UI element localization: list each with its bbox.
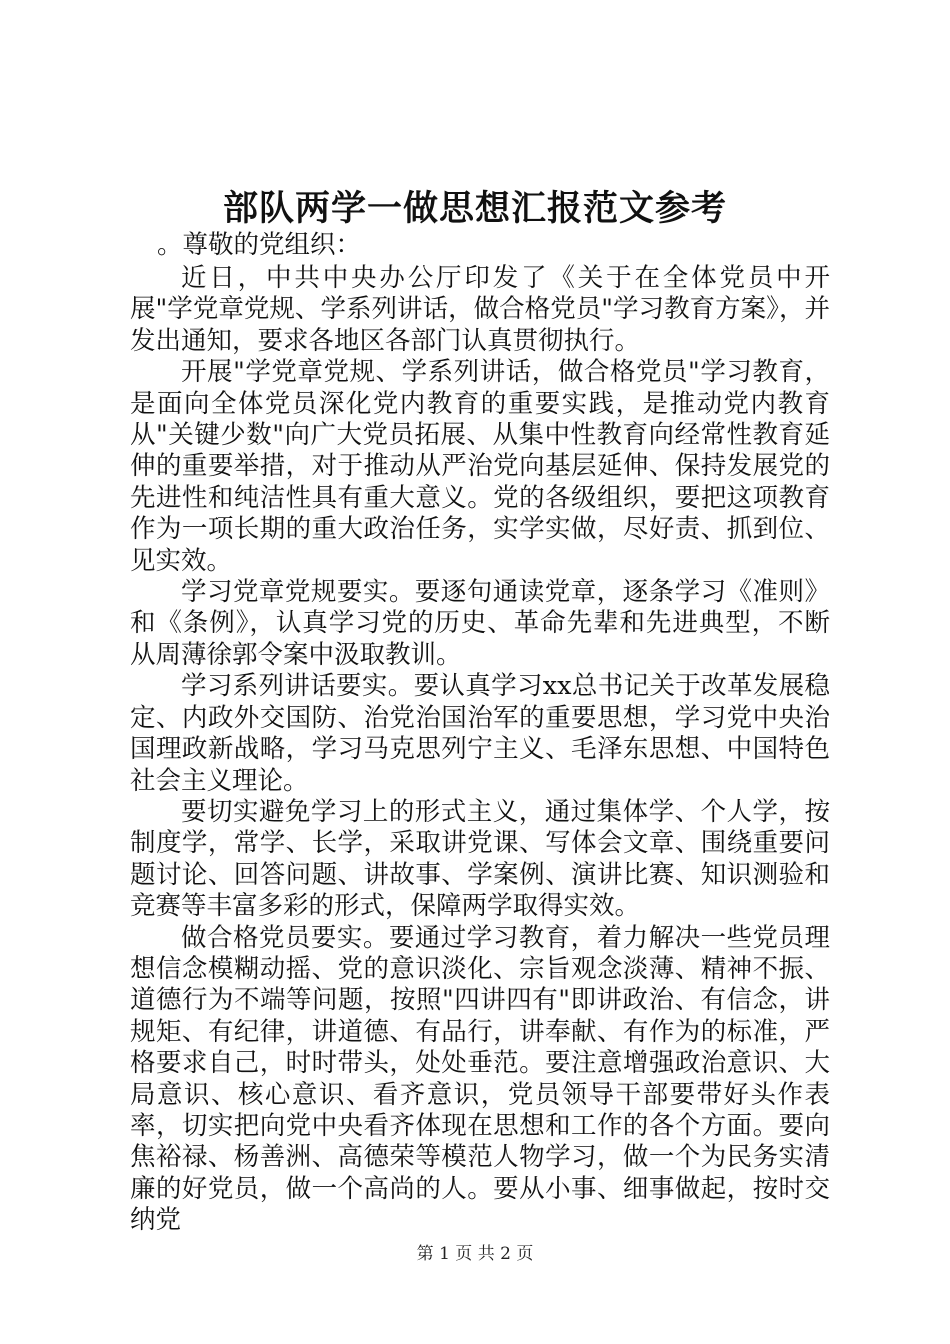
paragraph: 要切实避免学习上的形式主义，通过集体学、个人学，按制度学，常学、长学，采取讲党课、写体会文章、围绕重要问题讨论、回答问题、讲故事、学案例、演讲比赛、知识测验和竞赛等丰富多彩的形式，保障两学取得实效。 [130, 796, 830, 922]
paragraph: 学习系列讲话要实。要认真学习xx总书记关于改革发展稳定、内政外交国防、治党治国治军的重要思想，学习党中央治国理政新战略，学习马克思列宁主义、毛泽东思想、中国特色社会主义理论。 [130, 671, 830, 796]
paragraph: 开展"学党章党规、学系列讲话，做合格党员"学习教育，是面向全体党员深化党内教育的重要实践，是推动党内教育从"关键少数"向广大党员拓展、从集中性教育向经常性教育延伸的重要举措，对于推动从严治党向基层延伸、保持发展党的先进性和纯洁性具有重大意义。党的各级组织，要把这项教育作为一项长期的重大政治任务，实学实做，尽好责、抓到位、见实效。 [130, 357, 830, 576]
paragraph: 做合格党员要实。要通过学习教育，着力解决一些党员理想信念模糊动摇、党的意识淡化、宗旨观念淡薄、精神不振、道德行为不端等问题，按照"四讲四有"即讲政治、有信念，讲规矩、有纪律，讲道德、有品行，讲奉献、有作为的标准，严格要求自己，时时带头，处处垂范。要注意增强政治意识、大局意识、核心意识、看齐意识，党员领导干部要带好头作表率，切实把向党中央看齐体现在思想和工作的各个方面。要向焦裕禄、杨善洲、高德荣等模范人物学习，做一个为民务实清廉的好党员，做一个高尚的人。要从小事、细事做起，按时交纳党 [130, 922, 830, 1236]
document-body [130, 263, 830, 1237]
paragraph: 学习党章党规要实。要逐句通读党章，逐条学习《准则》和《条例》，认真学习党的历史、革命先辈和先进典型，不断从周薄徐郭令案中汲取教训。 [130, 577, 830, 670]
document-title: 部队两学一做思想汇报范文参考 [222, 188, 727, 229]
paragraph: 近日，中共中央办公厅印发了《关于在全体党员中开展"学党章党规、学系列讲话，做合格党员"学习教育方案》，并发出通知，要求各地区各部门认真贯彻执行。 [130, 263, 830, 356]
page-number-footer: 第 1 页 共 2 页 [416, 1244, 534, 1264]
salutation: 。尊敬的党组织： [157, 230, 362, 260]
